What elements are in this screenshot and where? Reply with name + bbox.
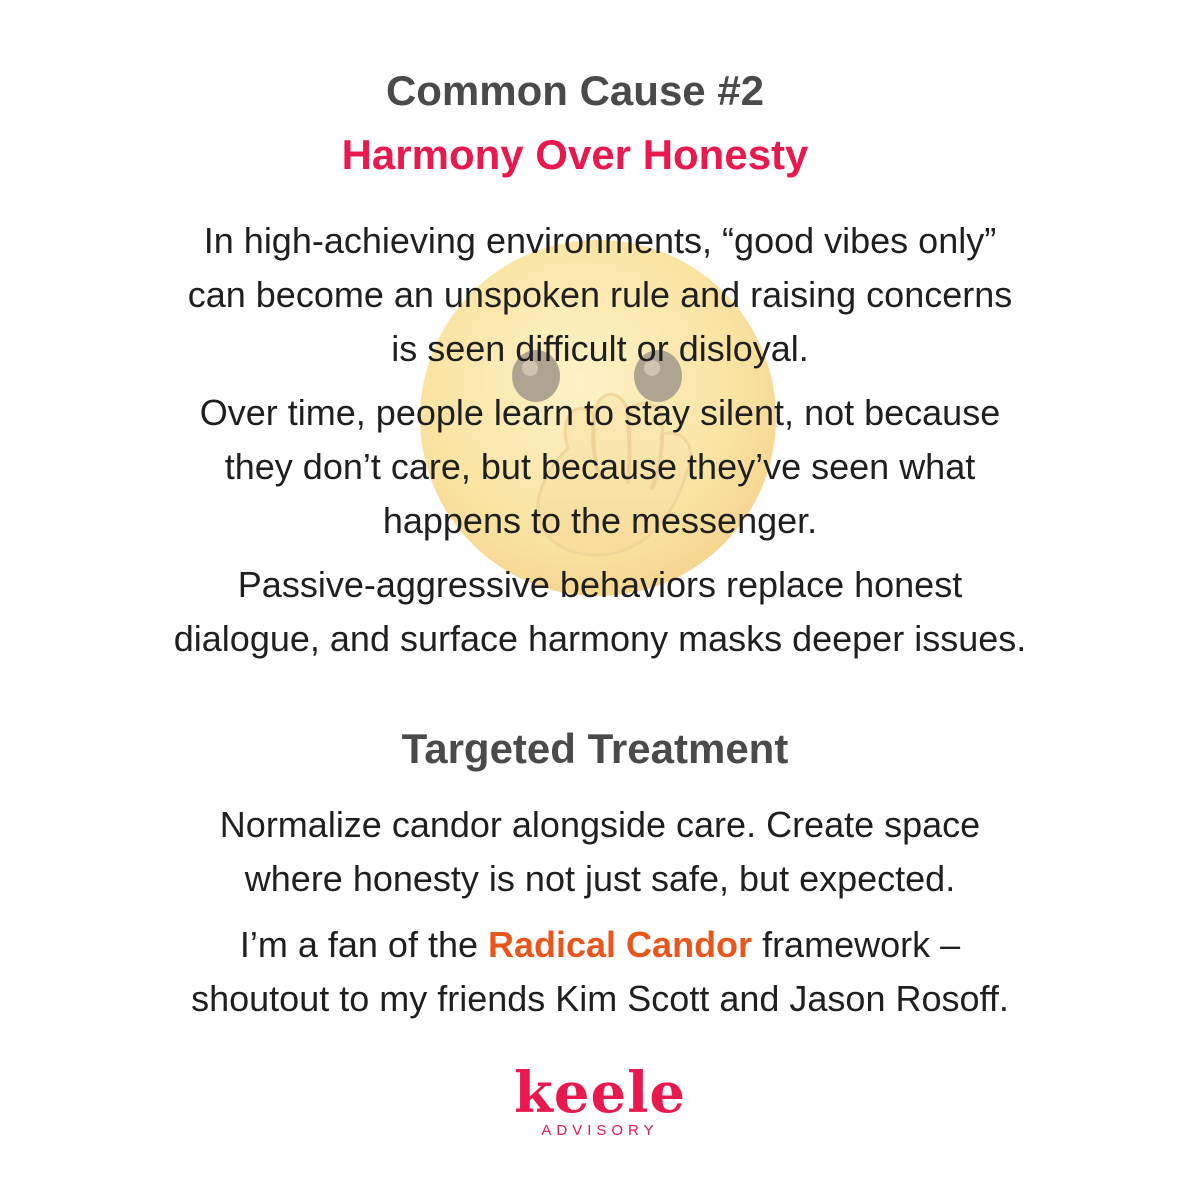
- logo-tagline: ADVISORY: [541, 1122, 659, 1139]
- paragraph-2: Over time, people learn to stay silent, not because they don’t care, but because they’ve seen what happens to the messenger.: [199, 392, 1001, 541]
- page-title: Common Cause #2: [385, 67, 765, 114]
- treatment-text-after: framework – shoutout to my friends Kim Scott and Jason Rosoff.: [191, 924, 1009, 1019]
- radical-candor-highlight: Radical Candor: [488, 924, 753, 965]
- treatment-paragraph-1: Normalize candor alongside care. Create space where honesty is not just safe, but expected.: [219, 804, 981, 899]
- keele-advisory-logo: [450, 1062, 750, 1139]
- paragraph-1: In high-achieving environments, “good vibes only” can become an unspoken rule and raising concerns is seen difficult or disloyal.: [187, 220, 1013, 369]
- treatment-paragraph-2: [100, 918, 1100, 1026]
- section-heading-treatment: Targeted Treatment: [401, 725, 789, 772]
- paragraph-3: Passive-aggressive behaviors replace honest dialogue, and surface harmony masks deeper issues.: [173, 564, 1027, 659]
- page-subtitle: Harmony Over Honesty: [341, 131, 809, 178]
- treatment-text-before: I’m a fan of the: [239, 924, 488, 965]
- logo-word: keele: [514, 1060, 686, 1126]
